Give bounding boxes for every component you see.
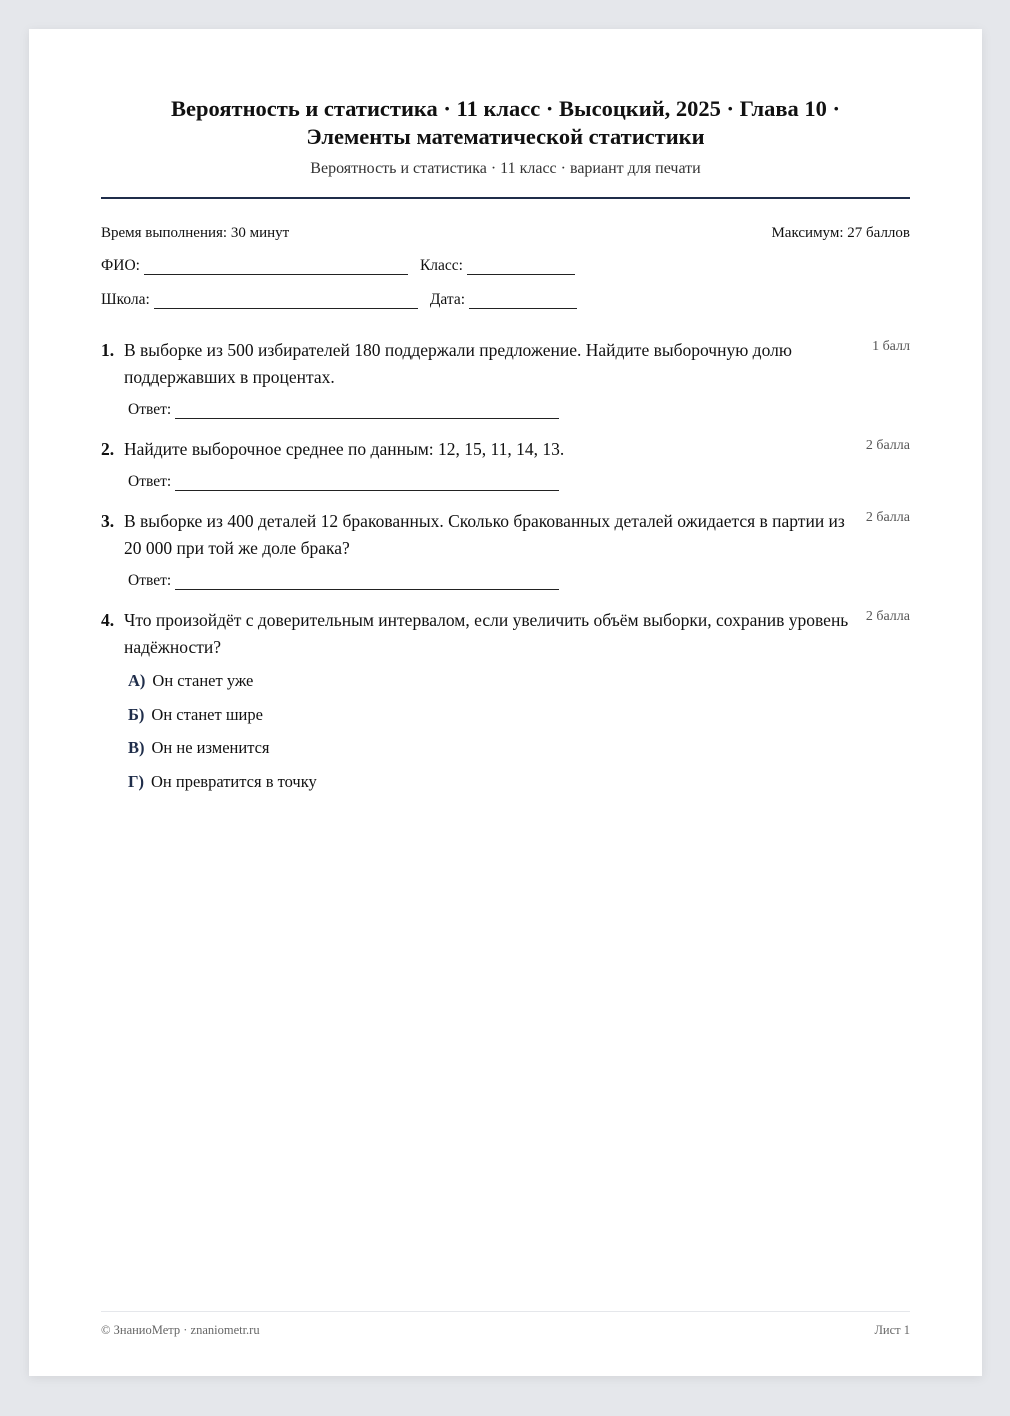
answer-input-line[interactable] [175,476,559,491]
question-2 [101,436,910,491]
answer-label: Ответ: [128,401,172,418]
school-input-line[interactable] [154,294,418,309]
question-text: Что произойдёт с доверительным интервалом, если увеличить объём выборки, сохранив уровень надёжности? [124,610,849,657]
question-4 [101,607,910,792]
question-1 [101,337,910,419]
option-g[interactable] [128,772,910,792]
question-3 [101,508,910,590]
student-info-row-1 [101,257,910,275]
answer-input-line[interactable] [175,575,559,590]
time-limit: Время выполнения: 30 минут [101,225,290,241]
question-number: 3. [101,511,115,531]
question-points: 2 балла [865,510,910,525]
option-letter: А) [128,671,146,690]
question-text: В выборке из 500 избирателей 180 поддержали предложение. Найдите выборочную долю поддержавших в процентах. [124,340,792,387]
class-input-line[interactable] [467,260,575,275]
school-label: Школа: [101,291,150,308]
answer-row [128,401,910,419]
answer-label: Ответ: [128,572,172,589]
option-text: Он превратится в точку [151,771,317,791]
date-label: Дата: [429,291,466,308]
footer-copyright: © ЗнаниоМетр · znaniometr.ru [101,1323,260,1337]
question-points: 2 балла [865,438,910,453]
page-title: Вероятность и статистика · 11 класс · Высоцкий, 2025 · Глава 10 · Элементы математической статистики [171,96,840,149]
question-number: 2. [101,439,115,459]
option-text: Он не изменится [151,738,270,757]
option-a[interactable] [128,671,910,691]
meta-row [101,224,910,242]
option-text: Он станет шире [151,704,263,724]
question-number: 1. [101,340,115,360]
answer-options [128,671,910,792]
option-letter: В) [128,738,145,757]
option-v[interactable] [128,738,910,758]
answer-input-line[interactable] [175,404,559,419]
option-text: Он станет уже [152,671,254,690]
max-score: Максимум: 27 баллов [771,225,910,241]
question-text: Найдите выборочное среднее по данным: 12, 15, 11, 14, 13. [124,439,565,459]
question-text: В выборке из 400 деталей 12 бракованных. Сколько бракованных деталей ожидается в партии из 20 000 при той же доле брака? [124,511,845,558]
option-letter: Б) [128,704,145,724]
page-footer [101,1311,910,1338]
page-subtitle: Вероятность и статистика · 11 класс · вариант для печати [310,160,701,177]
class-label: Класс: [419,257,463,274]
worksheet-page [29,29,982,1376]
answer-row [128,572,910,590]
option-letter: Г) [128,771,144,791]
header-divider [101,197,910,199]
student-info-row-2 [101,291,910,309]
question-number: 4. [101,610,115,630]
date-input-line[interactable] [469,294,577,309]
fio-input-line[interactable] [144,260,408,275]
question-points: 1 балл [872,339,910,354]
answer-row [128,473,910,491]
option-b[interactable] [128,705,910,725]
fio-label: ФИО: [101,257,140,274]
question-points: 2 балла [865,609,910,624]
answer-label: Ответ: [128,473,172,490]
footer-page-number: Лист 1 [874,1323,910,1337]
question-list [101,337,910,792]
